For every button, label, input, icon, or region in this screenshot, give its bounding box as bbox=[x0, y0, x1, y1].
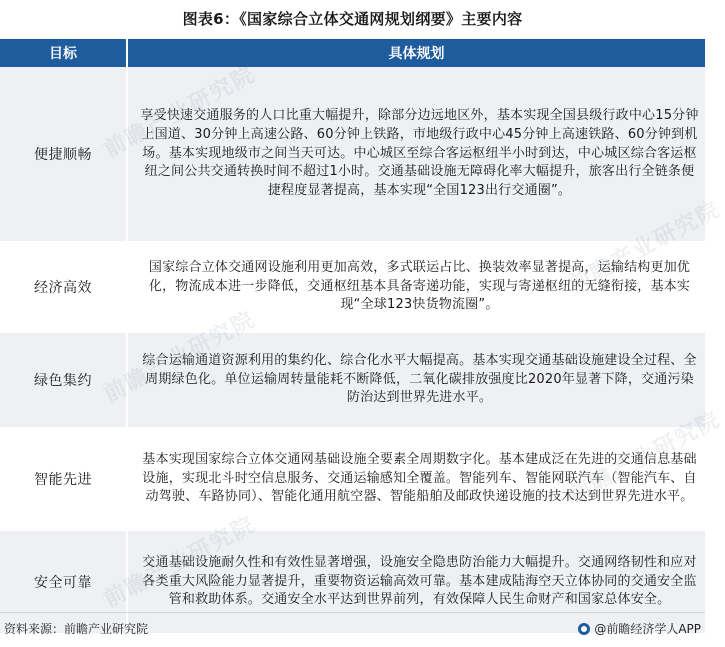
brand-label: @前瞻经济学人APP bbox=[594, 622, 701, 636]
table-row bbox=[0, 427, 705, 531]
row-goal: 绿色集约 bbox=[0, 333, 127, 427]
footer bbox=[0, 612, 705, 643]
table-row bbox=[0, 333, 705, 427]
header-plan: 具体规划 bbox=[127, 39, 705, 67]
row-desc: 综合运输通道资源利用的集约化、综合化水平大幅提高。基本实现交通基础设施建设全过程、全周期绿色化。单位运输周转量能耗不断降低，二氧化碳排放强度比2020年显著下降，交通污染防治达到世界先进水平。 bbox=[127, 333, 705, 427]
source-note: 资料来源：前瞻产业研究院 bbox=[4, 622, 149, 636]
brand[interactable] bbox=[578, 620, 701, 637]
qianzhan-logo-icon bbox=[578, 623, 590, 635]
table-header-row bbox=[0, 39, 705, 67]
table-row bbox=[0, 67, 705, 241]
row-goal: 安全可靠 bbox=[0, 531, 127, 633]
table-row bbox=[0, 241, 705, 333]
header-goal: 目标 bbox=[0, 39, 127, 67]
row-goal: 便捷顺畅 bbox=[0, 67, 127, 241]
row-desc: 享受快速交通服务的人口比重大幅提升，除部分边远地区外，基本实现全国县级行政中心15分钟上国道、30分钟上高速公路、60分钟上铁路，市地级行政中心45分钟上高速铁路、60分钟到机场。基本实现地级市之间当天可达。中心城区至综合客运枢纽半小时到达，中心城区综合客运枢纽之间公共交通转换时间不超过1小时。交通基础设施无障碍化率大幅提升，旅客出行全链条便捷程度显著提高，基本实现“全国123出行交通圈”。 bbox=[127, 67, 705, 241]
chart-title: 图表6：《国家综合立体交通网规划纲要》主要内容 bbox=[182, 10, 523, 28]
row-desc: 基本实现国家综合立体交通网基础设施全要素全周期数字化。基本建成泛在先进的交通信息基础设施，实现北斗时空信息服务、交通运输感知全覆盖。智能列车、智能网联汽车（智能汽车、自动驾驶、车路协同）、智能化通用航空器、智能船舶及邮政快递设施的技术达到世界先进水平。 bbox=[127, 427, 705, 531]
row-desc: 国家综合立体交通网设施利用更加高效，多式联运占比、换装效率显著提高，运输结构更加优化，物流成本进一步降低，交通枢纽基本具备寄递功能，实现与寄递枢纽的无缝衔接，基本实现“全球123快货物流圈”。 bbox=[127, 241, 705, 333]
row-goal: 智能先进 bbox=[0, 427, 127, 531]
plan-table bbox=[0, 39, 705, 633]
row-goal: 经济高效 bbox=[0, 241, 127, 333]
row-desc: 交通基础设施耐久性和有效性显著增强，设施安全隐患防治能力大幅提升。交通网络韧性和应对各类重大风险能力显著提升，重要物资运输高效可靠。基本建成陆海空天立体协同的交通安全监管和救助体系。交通安全水平达到世界前列，有效保障人民生命财产和国家总体安全。 bbox=[127, 531, 705, 633]
